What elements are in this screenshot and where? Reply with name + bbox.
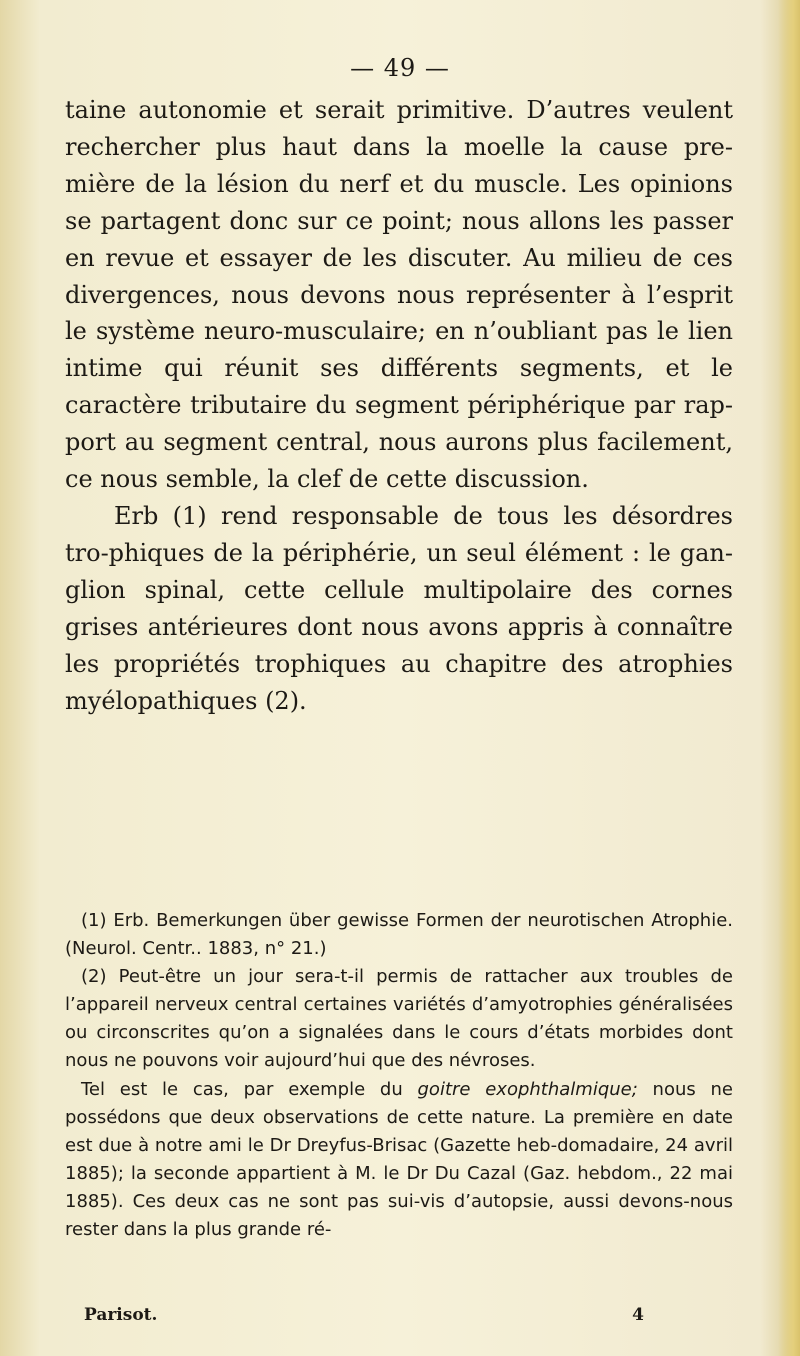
signature-mark: 4 [632, 1305, 644, 1325]
footnote-text: nous ne possédons que deux observations de cette nature. La première en date est due à notre ami le Dr Dreyfus-Brisac (Gazette heb-domadaire, 24 avril 1885); la seconde appartient à M. le Dr Du Cazal (Gaz. hebdom., 22 mai 1885). Ces deux cas ne sont pas sui-vis d’autopsie, aussi devons-nous rester dans la plus grande ré- [65, 1078, 733, 1241]
footnotes [65, 907, 733, 1244]
footnote-italic-term: goitre exophthalmique; [417, 1078, 638, 1100]
footnote-2-continued [65, 1076, 733, 1245]
main-text [65, 92, 733, 719]
author-name: Parisot. [84, 1305, 158, 1325]
footnote-2: (2) Peut-être un jour sera-t-il permis de rattacher aux troubles de l’appareil nerveux central certaines variétés d’amyotrophies généralisées ou circonscrites qu’on a signalées dans le cours d’états morbides dont nous ne pouvons voir aujourd’hui que des névroses. [65, 966, 733, 1072]
page-number: — 49 — [350, 54, 450, 82]
paragraph-continued: taine autonomie et serait primitive. D’autres veulent rechercher plus haut dans la moelle la cause pre-mière de la lésion du nerf et du muscle. Les opinions se partagent donc sur ce point; nous allons les passer en revue et essayer de les discuter. Au milieu de ces divergences, nous devons nous représenter à l’esprit le système neuro-musculaire; en n’oubliant pas le lien intime qui réunit ses différents segments, et le caractère tributaire du segment périphérique par rap-port au segment central, nous aurons plus facilement, ce nous semble, la clef de cette discussion. [65, 96, 733, 494]
page-footer [84, 1305, 644, 1325]
footnote-text: Tel est le cas, par exemple du [81, 1078, 418, 1100]
page-edge-shading [778, 0, 800, 1356]
paragraph-erb: Erb (1) rend responsable de tous les désordres tro-phiques de la périphérie, un seul élément : le gan-glion spinal, cette cellule multipolaire des cornes grises antérieures dont nous avons appris à connaître les propriétés trophiques au chapitre des atrophies myélopathiques (2). [65, 501, 733, 715]
footnote-1: (1) Erb. Bemerkungen über gewisse Formen der neurotischen Atrophie. (Neurol. Centr.. 1883, n° 21.) [65, 910, 733, 960]
